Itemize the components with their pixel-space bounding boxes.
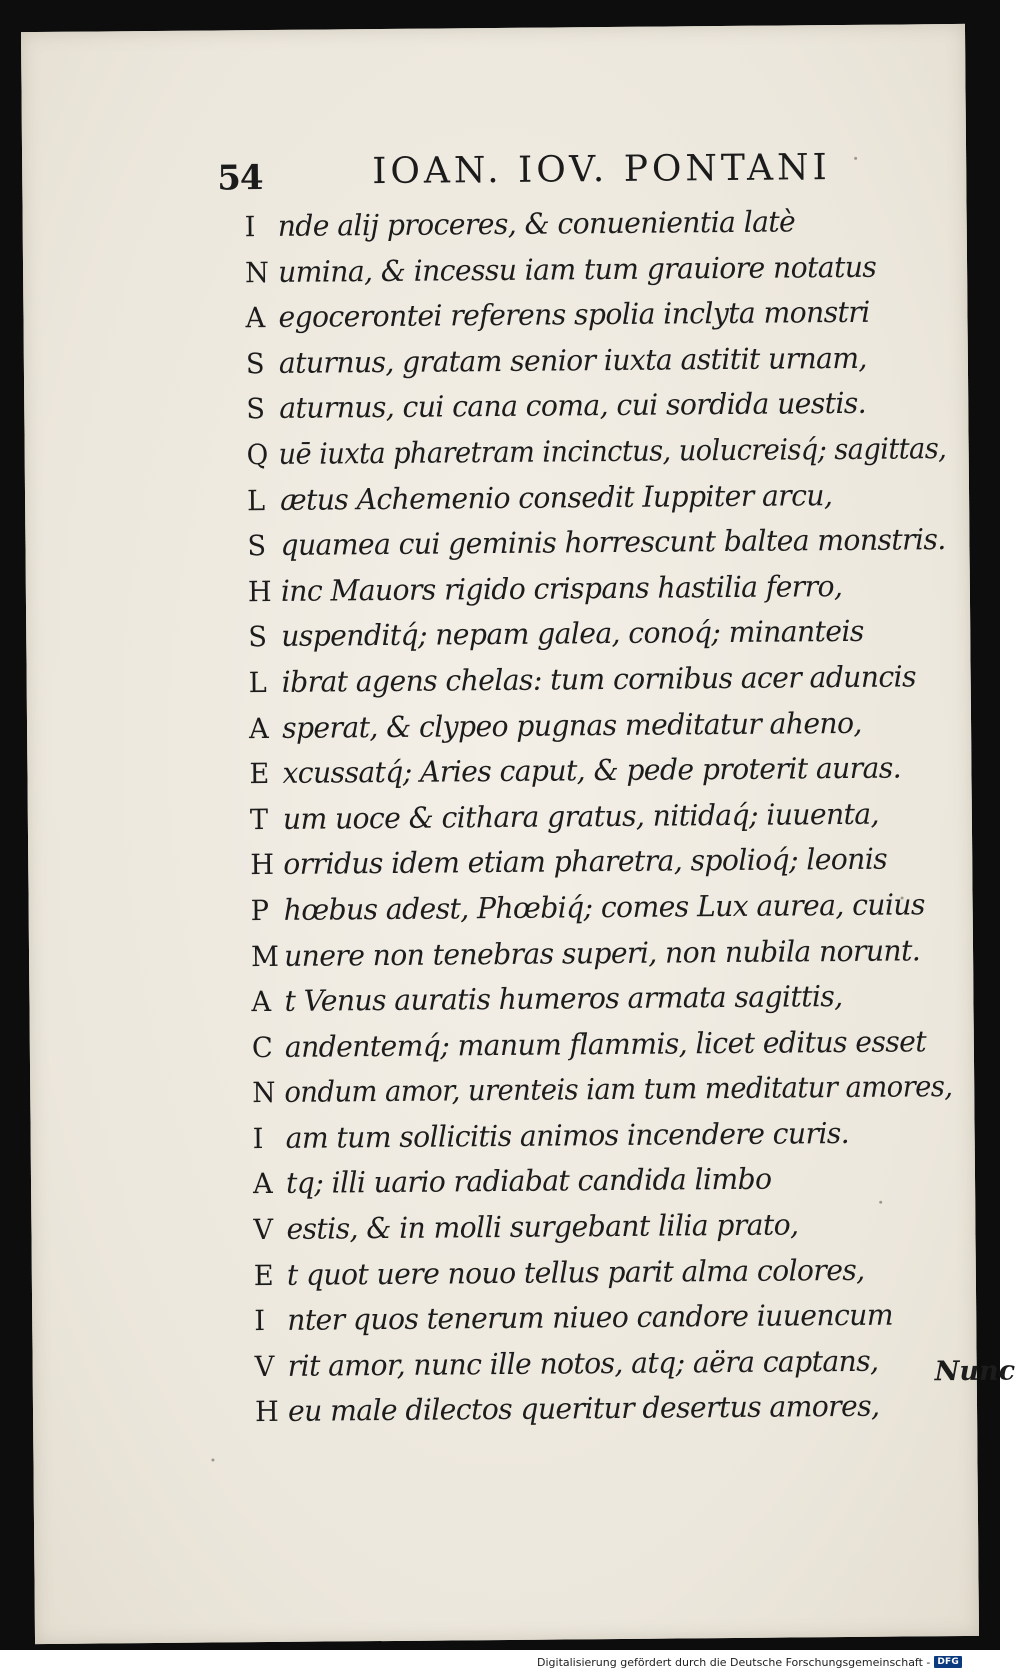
verse-text: t Venus auratis humeros armata sagittis, xyxy=(284,979,843,1018)
verse-line xyxy=(246,380,946,432)
verse-text: umina, & incessu iam tum grauiore notatus xyxy=(277,249,877,289)
verse-initial: V xyxy=(254,1349,275,1384)
verse-initial: I xyxy=(254,1304,266,1338)
verse-initial: A xyxy=(248,711,269,745)
verse-initial: A xyxy=(251,985,272,1019)
verse-initial: A xyxy=(245,301,266,335)
verse-line xyxy=(250,882,950,934)
verse-line xyxy=(246,335,946,387)
verse-line xyxy=(250,791,950,843)
verse-text: andentemq́; manum flammis, licet editus esset xyxy=(284,1023,927,1064)
verse-initial: L xyxy=(246,483,266,517)
verse-text: unere non tenebras superi, non nubila norunt. xyxy=(283,932,921,973)
dfg-logo: DFG xyxy=(934,1656,962,1668)
credit-text: Digitalisierung gefördert durch die Deutsche Forschungsgemeinschaft - xyxy=(537,1655,931,1669)
verse-line xyxy=(251,928,951,980)
paper-speck xyxy=(901,896,904,899)
verse-line xyxy=(247,517,947,569)
verse-initial: A xyxy=(252,1167,273,1201)
verse-initial: E xyxy=(253,1258,274,1292)
paper-speck xyxy=(211,1459,214,1462)
verse-text: hœbus adest, Phœbiq́; comes Lux aurea, cuius xyxy=(283,887,925,927)
verse-initial: S xyxy=(248,620,268,654)
verse-line xyxy=(251,973,951,1025)
verse-text: tq; illi uario radiabat candida limbo xyxy=(285,1162,772,1201)
verse-line xyxy=(254,1338,954,1390)
verse-text: um uoce & cithara gratus, nitidaq́; iuuenta, xyxy=(282,796,880,836)
book-page xyxy=(21,24,1016,1644)
verse-text: aturnus, gratam senior iuxta astitit urnam, xyxy=(278,340,867,380)
verse-text: nde alij proceres, & conuenientia latè xyxy=(277,204,796,243)
verse-line xyxy=(248,608,948,660)
verse-initial: P xyxy=(250,893,270,928)
verse-text: orridus idem etiam pharetra, spolioq́; leonis xyxy=(283,841,888,882)
verse-text: am tum sollicitis animos incendere curis. xyxy=(285,1115,850,1155)
verse-line xyxy=(248,654,948,706)
verse-initial: N xyxy=(244,255,270,289)
verse-text: aturnus, cui cana coma, cui sordida uestis. xyxy=(279,386,867,426)
verse-text: eu male dilectos queritur desertus amores, xyxy=(287,1389,880,1429)
verse-line xyxy=(253,1156,953,1208)
verse-line xyxy=(249,745,949,797)
verse-text: quamea cui geminis horrescunt baltea monstris. xyxy=(280,522,946,563)
paper-speck xyxy=(879,1201,882,1204)
verse-line xyxy=(254,1247,954,1299)
verse-line xyxy=(246,426,947,477)
verse-initial: S xyxy=(247,529,267,563)
verse-text: estis, & in molli surgebant lilia prato, xyxy=(286,1207,799,1246)
verse-initial: L xyxy=(248,665,267,700)
verse-initial: I xyxy=(252,1121,264,1156)
verse-text: rit amor, nunc ille notos, atq; aëra captans, xyxy=(287,1343,879,1383)
verse-text: ondum amor, urenteis iam tum meditatur amores, xyxy=(284,1069,953,1110)
paper-speck xyxy=(854,157,857,160)
verse-initial: H xyxy=(250,848,275,882)
verse-initial: Q xyxy=(246,437,269,472)
running-title: IOAN. IOV. PONTANI xyxy=(372,147,831,193)
page-number: 54 xyxy=(217,158,263,199)
verse-line xyxy=(245,289,945,341)
verse-initial: E xyxy=(249,757,270,791)
verse-line xyxy=(244,198,944,250)
verse-text: ibrat agens chelas: tum cornibus acer aduncis xyxy=(281,659,917,699)
verse-initial: T xyxy=(249,802,269,836)
verse-line xyxy=(252,1065,953,1117)
verse-line xyxy=(250,836,950,888)
verse-line xyxy=(252,1019,952,1071)
verse-text: uē iuxta pharetram incinctus, uolucreisq́; sagittas, xyxy=(278,431,947,471)
verse-initial: C xyxy=(251,1030,273,1064)
verse-text: uspenditq́; nepam galea, conoq́; minanteis xyxy=(281,614,864,654)
verse-initial: I xyxy=(244,210,256,244)
verse-text: xcussatq́; Aries caput, & pede proterit auras. xyxy=(282,750,902,791)
verse-initial: H xyxy=(254,1395,279,1429)
verse-line xyxy=(254,1292,954,1344)
verse-initial: H xyxy=(247,574,272,608)
verse-text: inc Mauors rigido crispans hastilia ferro, xyxy=(280,568,843,608)
verse-line xyxy=(249,700,949,752)
verse-text: t quot uere nouo tellus parit alma colores, xyxy=(286,1252,865,1292)
verse-initial: V xyxy=(253,1213,274,1247)
running-head xyxy=(217,147,857,199)
verse-initial: N xyxy=(252,1076,276,1110)
verse-text: sperat, & clypeo pugnas meditatur aheno, xyxy=(281,705,862,745)
digitization-credit xyxy=(537,1652,962,1672)
verse-line xyxy=(245,244,945,296)
verse-line xyxy=(252,1110,952,1162)
verse-line xyxy=(248,563,948,615)
verse-text: nter quos tenerum niueo candore iuuencum xyxy=(287,1297,894,1338)
catchword: Nunc xyxy=(934,1355,1016,1388)
verse-text: egocerontei referens spolia inclyta monstri xyxy=(278,294,870,335)
verse-initial: M xyxy=(250,939,280,973)
verse-line xyxy=(247,472,947,524)
verse-initial: S xyxy=(245,346,265,380)
verse-block xyxy=(244,198,975,1435)
verse-initial: S xyxy=(246,392,266,426)
verse-line xyxy=(253,1201,953,1253)
verse-text: ætus Achemenio consedit Iuppiter arcu, xyxy=(279,477,833,517)
verse-line xyxy=(255,1383,955,1435)
